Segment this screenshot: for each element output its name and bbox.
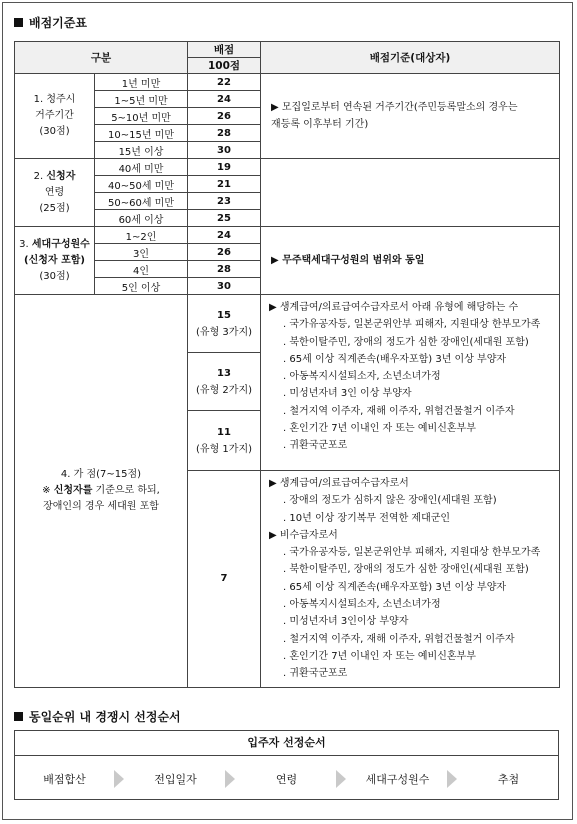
row-score: 21 (188, 176, 261, 193)
criteria-household: ▶ 무주택세대구성원의 범위와 동일 (261, 227, 560, 295)
list-item: . 철거지역 이주자, 재해 이주자, 위험건물철거 이주자 (269, 403, 553, 420)
row-score: 30 (188, 278, 261, 295)
section-title: 배점기준표 (29, 16, 87, 30)
row-score: 19 (188, 159, 261, 176)
row-label: 1년 미만 (95, 74, 188, 91)
row-label: 1~2인 (95, 227, 188, 244)
section-heading-selection-order (14, 708, 181, 725)
chevron-right-icon (114, 768, 126, 790)
list-item: . 귀환국군포로 (269, 665, 553, 682)
row-score: 24 (188, 91, 261, 108)
header-category: 구분 (15, 42, 188, 74)
order-step: 연령 (275, 772, 298, 786)
list-item: . 아동복지시설퇴소자, 소년소녀가정 (269, 596, 553, 613)
row-score: 23 (188, 193, 261, 210)
row-label: 60세 이상 (95, 210, 188, 227)
row-label: 40~50세 미만 (95, 176, 188, 193)
row-label: 10~15년 미만 (95, 125, 188, 142)
category-household: 3. 세대구성원수 (신청자 포함) (30점) (15, 227, 95, 295)
row-label: 50~60세 미만 (95, 193, 188, 210)
criteria-age (261, 159, 560, 227)
header-score: 배점 (188, 42, 261, 58)
criteria-residence: ▶ 모집일로부터 연속된 거주기간(주민등록말소의 경우는 재등록 이후부터 기간) (261, 74, 560, 159)
row-label: 15년 이상 (95, 142, 188, 159)
list-item: . 65세 이상 직계존속(배우자포함) 3년 이상 부양자 (269, 579, 553, 596)
score-criteria-table (14, 41, 560, 688)
header-criteria: 배점기준(대상자) (261, 42, 560, 74)
score-7: 7 (188, 471, 261, 688)
list-item: . 65세 이상 직계존속(배우자포함) 3년 이상 부양자 (269, 351, 553, 368)
section-heading-score-table (14, 14, 87, 31)
order-step: 전입일자 (154, 772, 197, 786)
list-item: . 귀환국군포로 (269, 437, 553, 454)
category-bonus: 4. 가 점(7~15점) ※ 신청자를 기준으로 하되, 장애인의 경우 세대원 포함 (15, 295, 188, 688)
order-step: 추첨 (497, 772, 520, 786)
list-item: . 10년 이상 장기복무 전역한 제대군인 (269, 510, 553, 527)
row-score: 22 (188, 74, 261, 91)
row-label: 5인 이상 (95, 278, 188, 295)
list-item: . 혼인기간 7년 이내인 자 또는 예비신혼부부 (269, 648, 553, 665)
chevron-right-icon (225, 768, 237, 790)
chevron-right-icon (336, 768, 348, 790)
bonus-list-others: ▶ 생계급여/의료급여수급자로서 . 장애의 정도가 심하지 않은 장애인(세대원 포함) . 10년 이상 장기복무 전역한 제대군인 ▶ 비수급자로서 . 국가유공자등, 일본군위안부 피해자, 지원대상 한부모가족 . 북한이탈주민, 장애의 정도가 심한 장애인(세대원 포함) . 65세 이상 직계존속(배우자포함) 3년 이상 부양자 . 아동복지시설퇴소자, 소년소녀가정 . 미성년자녀 3인이상 부양자 . 철거지역 이주자, 재해 이주자, 위험건물철거 이주자 . 혼인기간 7년 이내인 자 또는 예비신혼부부 . 귀환국군포로 (261, 471, 560, 688)
list-item: . 북한이탈주민, 장애의 정도가 심한 장애인(세대원 포함) (269, 334, 553, 351)
score-15: 15 (유형 3가지) (188, 295, 261, 353)
list-item: . 국가유공자등, 일본군위안부 피해자, 지원대상 한부모가족 (269, 316, 553, 333)
score-11: 11 (유형 1가지) (188, 411, 261, 471)
square-bullet-icon (14, 18, 23, 27)
row-score: 28 (188, 261, 261, 278)
section-title: 동일순위 내 경쟁시 선정순서 (29, 710, 181, 724)
selection-order-flow (15, 756, 558, 801)
list-item: . 철거지역 이주자, 재해 이주자, 위험건물철거 이주자 (269, 631, 553, 648)
order-step: 배점합산 (43, 772, 86, 786)
row-score: 24 (188, 227, 261, 244)
list-item: . 미성년자녀 3인 이상 부양자 (269, 385, 553, 402)
score-13: 13 (유형 2가지) (188, 353, 261, 411)
category-age: 2. 신청자 연령 (25점) (15, 159, 95, 227)
category-residence: 1. 청주시 거주기간 (30점) (15, 74, 95, 159)
row-score: 26 (188, 244, 261, 261)
row-score: 28 (188, 125, 261, 142)
list-item: . 국가유공자등, 일본군위안부 피해자, 지원대상 한부모가족 (269, 544, 553, 561)
list-item: . 장애의 정도가 심하지 않은 장애인(세대원 포함) (269, 492, 553, 509)
selection-order-title: 입주자 선정순서 (15, 731, 558, 756)
row-label: 1~5년 미만 (95, 91, 188, 108)
selection-order-box (14, 730, 559, 800)
row-label: 4인 (95, 261, 188, 278)
list-item: . 아동복지시설퇴소자, 소년소녀가정 (269, 368, 553, 385)
chevron-right-icon (447, 768, 459, 790)
list-item: . 미성년자녀 3인이상 부양자 (269, 613, 553, 630)
row-label: 3인 (95, 244, 188, 261)
bonus-list-recipients: ▶ 생계급여/의료급여수급자로서 아래 유형에 해당하는 수 . 국가유공자등, 일본군위안부 피해자, 지원대상 한부모가족 . 북한이탈주민, 장애의 정도가 심한 장애인(세대원 포함) . 65세 이상 직계존속(배우자포함) 3년 이상 부양자 . 아동복지시설퇴소자, 소년소녀가정 . 미성년자녀 3인 이상 부양자 . 철거지역 이주자, 재해 이주자, 위험건물철거 이주자 . 혼인기간 7년 이내인 자 또는 예비신혼부부 . 귀환국군포로 (261, 295, 560, 471)
square-bullet-icon (14, 712, 23, 721)
list-item: . 북한이탈주민, 장애의 정도가 심한 장애인(세대원 포함) (269, 561, 553, 578)
row-label: 40세 미만 (95, 159, 188, 176)
row-score: 25 (188, 210, 261, 227)
row-score: 30 (188, 142, 261, 159)
row-label: 5~10년 미만 (95, 108, 188, 125)
order-step: 세대구성원수 (365, 772, 430, 786)
list-item: . 혼인기간 7년 이내인 자 또는 예비신혼부부 (269, 420, 553, 437)
row-score: 26 (188, 108, 261, 125)
header-score-total: 100점 (188, 58, 261, 74)
